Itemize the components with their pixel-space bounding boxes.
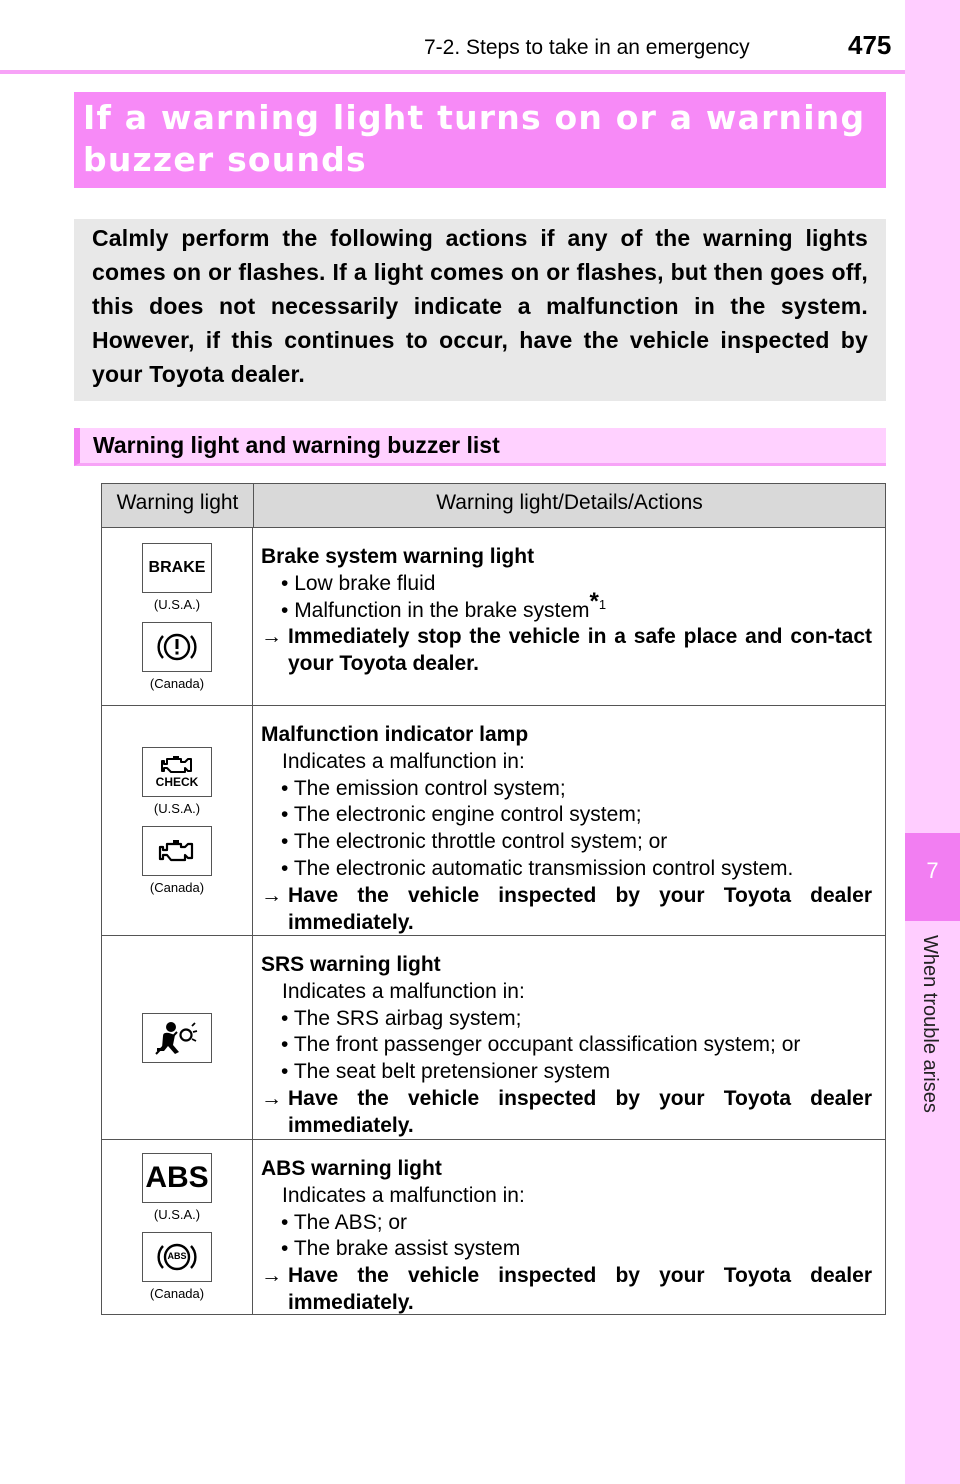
page-number: 475 bbox=[848, 30, 892, 60]
details-cell bbox=[253, 706, 885, 935]
column-header-details: Warning light/Details/Actions bbox=[436, 491, 703, 514]
column-header-warning-light: Warning light bbox=[102, 484, 254, 527]
list-item: • The brake assist system bbox=[261, 1236, 872, 1263]
icon-caption: (Canada) bbox=[149, 675, 205, 691]
circle-exclamation-icon bbox=[142, 622, 212, 672]
icon-caption: (U.S.A.) bbox=[153, 1207, 201, 1222]
header-rule bbox=[0, 70, 905, 74]
title-banner bbox=[74, 92, 886, 188]
icon-caption: (Canada) bbox=[149, 879, 205, 895]
list-item: • The seat belt pretensioner system bbox=[261, 1059, 872, 1086]
action-text: Immediately stop the vehicle in a safe place and con-tact your Toyota dealer. bbox=[288, 625, 872, 676]
warning-intro: Indicates a malfunction in: bbox=[282, 979, 525, 1003]
warning-intro: Indicates a malfunction in: bbox=[282, 1183, 525, 1207]
abs-icon-text: ABS bbox=[145, 1161, 209, 1194]
intro-box bbox=[74, 219, 886, 401]
list-item: • The emission control system; bbox=[261, 776, 872, 803]
intro-text: Calmly perform the following actions if any of the warning lights comes on or flashes. If a light comes on or flashes, but then goes off, this does not necessarily indicate a malfunction in the system. However, if this continues to occur, have the vehicle inspected by your Toyota dealer. bbox=[92, 225, 868, 387]
details-cell bbox=[253, 528, 885, 705]
table-row bbox=[102, 936, 885, 1140]
list-item: • The electronic engine control system; bbox=[261, 802, 872, 829]
icon-caption: (U.S.A.) bbox=[153, 800, 201, 816]
footnote-number: 1 bbox=[598, 596, 607, 612]
action-text: Have the vehicle inspected by your Toyota dealer immediately. bbox=[288, 883, 872, 934]
chapter-side-tab bbox=[905, 0, 960, 1484]
icon-cell bbox=[102, 1140, 253, 1314]
page-title: If a warning light turns on or a warning buzzer sounds bbox=[83, 98, 866, 179]
srs-airbag-icon bbox=[142, 1013, 212, 1063]
action-line bbox=[261, 624, 872, 678]
check-icon-text: CHECK bbox=[155, 774, 199, 789]
subsection-title: Warning light and warning buzzer list bbox=[93, 432, 500, 458]
chapter-label: When trouble arises bbox=[919, 935, 941, 1113]
icon-cell bbox=[102, 936, 253, 1139]
engine-check-icon bbox=[142, 747, 212, 797]
details-cell bbox=[253, 936, 885, 1139]
arrow-icon: → bbox=[261, 625, 282, 649]
warning-light-table bbox=[101, 483, 886, 1315]
list-item: • The electronic automatic transmission control system. bbox=[261, 856, 872, 883]
subsection-header bbox=[74, 428, 886, 466]
abs-circle-icon bbox=[142, 1232, 212, 1282]
arrow-icon: → bbox=[261, 883, 282, 907]
table-row bbox=[102, 1140, 885, 1314]
arrow-icon: → bbox=[261, 1264, 282, 1288]
warning-title: ABS warning light bbox=[261, 1157, 442, 1180]
table-row bbox=[102, 706, 885, 936]
engine-icon bbox=[142, 826, 212, 876]
abs-circle-text: ABS bbox=[167, 1251, 187, 1261]
action-line bbox=[261, 1086, 872, 1140]
list-item: • Low brake fluid bbox=[261, 571, 872, 598]
action-text: Have the vehicle inspected by your Toyota dealer immediately. bbox=[288, 1264, 872, 1314]
abs-text-icon bbox=[142, 1153, 212, 1203]
section-heading: 7-2. Steps to take in an emergency bbox=[424, 36, 750, 59]
list-item: • The electronic throttle control system; or bbox=[261, 829, 872, 856]
footnote-marker bbox=[589, 587, 607, 615]
details-cell bbox=[253, 1140, 885, 1314]
list-item-text: Malfunction in the brake system bbox=[294, 598, 590, 622]
icon-cell bbox=[102, 706, 253, 935]
action-line bbox=[261, 883, 872, 937]
arrow-icon: → bbox=[261, 1086, 282, 1110]
list-item bbox=[261, 587, 872, 625]
brake-icon-text: BRAKE bbox=[148, 558, 206, 576]
icon-caption: (U.S.A.) bbox=[153, 596, 201, 612]
footnote-star: * bbox=[589, 587, 599, 615]
warning-title: Brake system warning light bbox=[261, 545, 535, 568]
brake-text-icon bbox=[142, 543, 212, 593]
chapter-number: 7 bbox=[905, 833, 960, 921]
icon-cell bbox=[102, 528, 253, 705]
table-header bbox=[102, 484, 885, 528]
table-row bbox=[102, 528, 885, 706]
warning-intro: Indicates a malfunction in: bbox=[282, 749, 525, 773]
list-item: • The ABS; or bbox=[261, 1210, 872, 1237]
action-line bbox=[261, 1263, 872, 1317]
warning-title: Malfunction indicator lamp bbox=[261, 723, 529, 746]
warning-title: SRS warning light bbox=[261, 953, 441, 976]
action-text: Have the vehicle inspected by your Toyota dealer immediately. bbox=[288, 1086, 872, 1137]
list-item: • The SRS airbag system; bbox=[261, 1006, 872, 1033]
list-item: • The front passenger occupant classification system; or bbox=[261, 1032, 872, 1059]
icon-caption: (Canada) bbox=[149, 1286, 205, 1301]
